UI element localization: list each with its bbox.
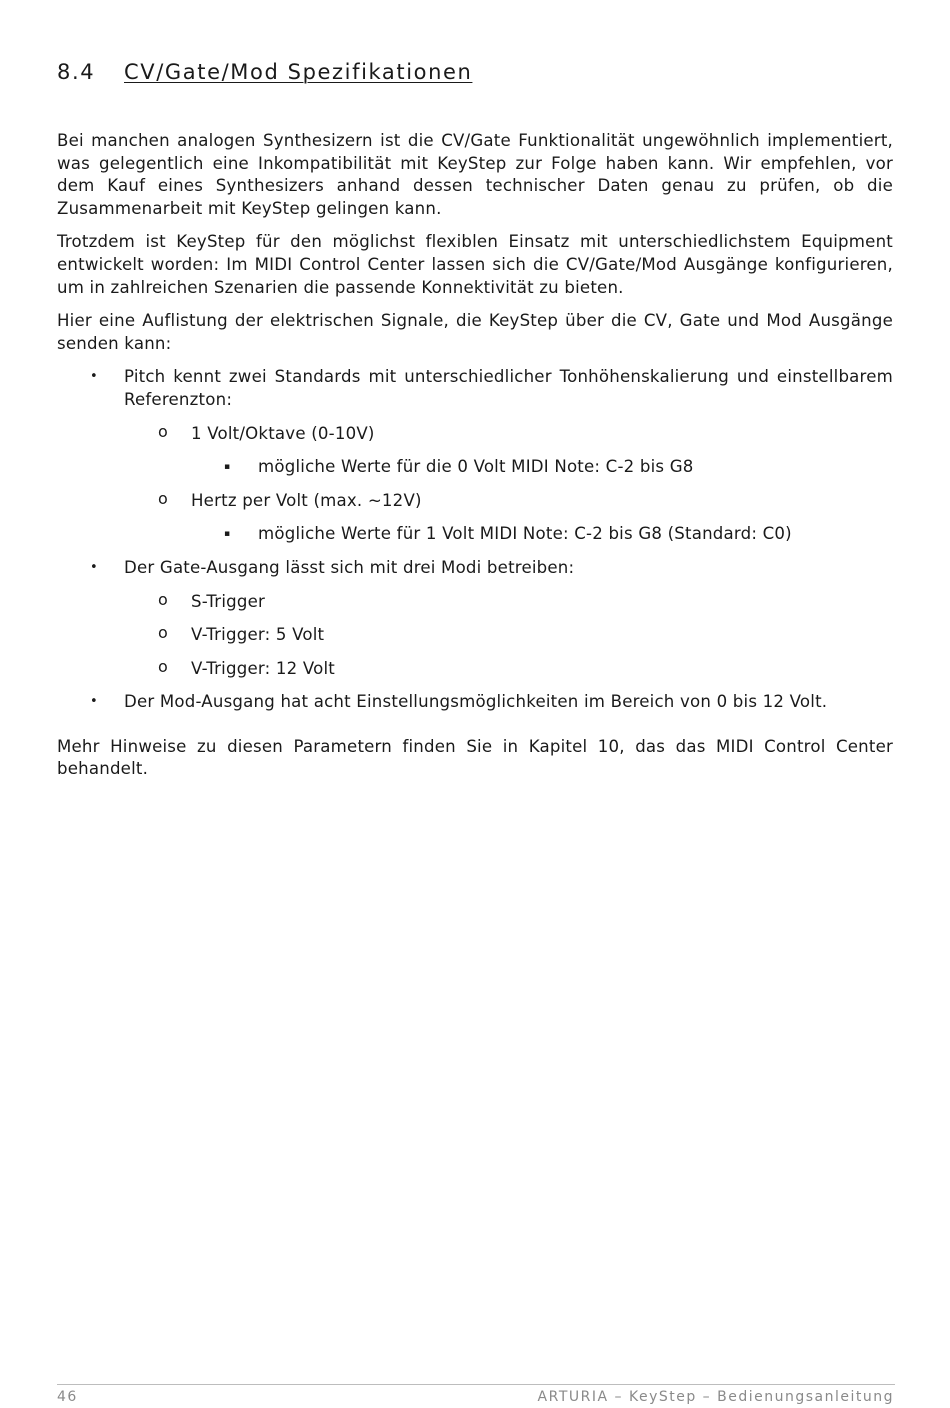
section-heading bbox=[57, 60, 472, 84]
pitch-text: Pitch kennt zwei Standards mit unterschiedlicher Tonhöhenskalierung und einstellbarem Referenzton: bbox=[124, 367, 893, 409]
list-item-volt-octave-detail bbox=[191, 456, 893, 479]
footer-title: ARTURIA – KeyStep – Bedienungsanleitung bbox=[537, 1389, 894, 1405]
square-bullet-icon: ▪ bbox=[224, 462, 231, 473]
signal-list bbox=[57, 366, 893, 714]
list-item-mod bbox=[57, 691, 893, 714]
hertz-volt-details bbox=[191, 523, 893, 546]
list-item-hertz-volt-detail bbox=[191, 523, 893, 546]
list-item-gate bbox=[57, 557, 893, 680]
paragraph-closing: Mehr Hinweise zu diesen Parametern finden Sie in Kapitel 10, das das MIDI Control Center behandelt. bbox=[57, 736, 893, 779]
bullet-icon: • bbox=[90, 559, 98, 575]
volt-octave-details bbox=[191, 456, 893, 479]
page-number: 46 bbox=[57, 1389, 78, 1405]
gate-mode-text: S-Trigger bbox=[191, 591, 266, 611]
gate-text: Der Gate-Ausgang lässt sich mit drei Modi betreiben: bbox=[124, 557, 575, 577]
gate-mode-text: V-Trigger: 12 Volt bbox=[191, 658, 335, 678]
list-item-volt-octave bbox=[124, 423, 893, 479]
gate-mode-text: V-Trigger: 5 Volt bbox=[191, 625, 325, 645]
circle-bullet-icon: o bbox=[158, 656, 168, 676]
circle-bullet-icon: o bbox=[158, 488, 168, 508]
list-item-hertz-volt bbox=[124, 490, 893, 546]
body-content bbox=[57, 130, 893, 792]
square-bullet-icon: ▪ bbox=[224, 529, 231, 540]
volt-octave-text: 1 Volt/Oktave (0-10V) bbox=[191, 423, 375, 443]
paragraph-signals: Hier eine Auflistung der elektrischen Signale, die KeyStep über die CV, Gate und Mod Ausgänge senden kann: bbox=[57, 311, 893, 353]
hertz-volt-detail-text: mögliche Werte für 1 Volt MIDI Note: C-2 bis G8 (Standard: C0) bbox=[258, 524, 792, 544]
bullet-icon: • bbox=[90, 369, 98, 385]
circle-bullet-icon: o bbox=[158, 421, 168, 441]
list-item-pitch bbox=[57, 366, 893, 546]
mod-text: Der Mod-Ausgang hat acht Einstellungsmöglichkeiten im Bereich von 0 bis 12 Volt. bbox=[124, 692, 828, 712]
gate-mode-list bbox=[124, 591, 893, 681]
footer-divider bbox=[57, 1384, 895, 1385]
pitch-sublist bbox=[124, 423, 893, 546]
bullet-icon: • bbox=[90, 694, 98, 710]
list-item-gate-mode bbox=[124, 658, 893, 681]
circle-bullet-icon: o bbox=[158, 623, 168, 643]
hertz-volt-text: Hertz per Volt (max. ~12V) bbox=[191, 490, 422, 510]
section-number: 8.4 bbox=[57, 60, 96, 84]
volt-octave-detail-text: mögliche Werte für die 0 Volt MIDI Note: C-2 bis G8 bbox=[258, 457, 694, 477]
list-item-gate-mode bbox=[124, 591, 893, 614]
paragraph-intro: Bei manchen analogen Synthesizern ist die CV/Gate Funktionalität ungewöhnlich implementiert, was gelegentlich eine Inkompatibilität mit KeyStep zur Folge haben kann. Wir empfehlen, vor dem Kauf eines Synthesizers anhand dessen technischer Daten genau zu prüfen, ob die Zusammenarbeit mit KeyStep gelingen kann. bbox=[57, 131, 893, 218]
paragraph-flexibility: Trotzdem ist KeyStep für den möglichst flexiblen Einsatz mit unterschiedlichstem Equipment entwickelt worden: Im MIDI Control Center lassen sich die CV/Gate/Mod Ausgänge konfigurieren, um in zahlreichen Szenarien die passende Konnektivität zu bieten. bbox=[57, 232, 893, 297]
section-title: CV/Gate/Mod Spezifikationen bbox=[124, 60, 473, 84]
circle-bullet-icon: o bbox=[158, 589, 168, 609]
list-item-gate-mode bbox=[124, 624, 893, 647]
